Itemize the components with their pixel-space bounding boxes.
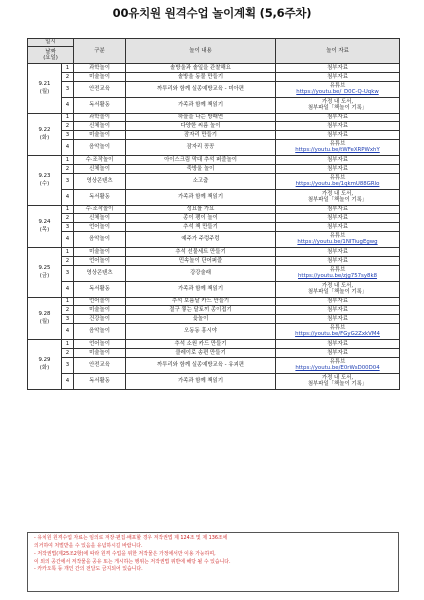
row-content: 잠자리 꽁꽁 [126, 139, 276, 155]
copyright-notice [27, 532, 399, 592]
row-number: 3 [62, 223, 74, 232]
material-text: 첨부파일「책놀이 기록」 [307, 105, 368, 112]
row-content: 추석 소원 카드 만들기 [126, 339, 276, 348]
row-category: 안전교육 [74, 357, 126, 373]
row-number: 2 [62, 164, 74, 173]
material-text: 첨부자료 [327, 223, 348, 230]
material-text: 첨부자료 [327, 114, 348, 121]
material-text: 첨부자료 [327, 131, 348, 138]
table-row [28, 373, 400, 389]
day-weekday: (화) [39, 365, 50, 372]
row-content: 추석 책 만들기 [126, 223, 276, 232]
material-text: 유튜브 [329, 141, 346, 148]
row-number: 2 [62, 72, 74, 81]
table-row [28, 265, 400, 281]
material-text: 유튜브 [329, 82, 346, 89]
day-weekday: (금) [39, 273, 50, 280]
row-category: 음악놀이 [74, 323, 126, 339]
row-number: 1 [62, 64, 74, 73]
table-row [28, 139, 400, 155]
header-day: 날짜 (요일) [28, 47, 74, 64]
table-row [28, 164, 400, 173]
row-category: 과학놀이 [74, 113, 126, 122]
row-material [276, 348, 400, 357]
row-category: 과학놀이 [74, 64, 126, 73]
row-content: 가족과 함께 책읽기 [126, 373, 276, 389]
day-cell [28, 64, 62, 114]
row-number: 3 [62, 357, 74, 373]
row-category: 음악놀이 [74, 139, 126, 155]
row-content: 가족과 함께 책읽기 [126, 189, 276, 205]
day-cell [28, 297, 62, 339]
row-material [276, 223, 400, 232]
row-category: 언어놀이 [74, 223, 126, 232]
row-material [276, 281, 400, 297]
row-number: 2 [62, 214, 74, 223]
material-text: 가정 내 도서, [321, 374, 354, 381]
material-text: 첨부자료 [327, 123, 348, 130]
material-text: 유튜브 [329, 266, 346, 273]
row-category: 음악놀이 [74, 231, 126, 247]
day-weekday: (목) [39, 227, 50, 234]
row-content: 강강술래 [126, 265, 276, 281]
notice-line: 의거하여 처벌받을 수 있음을 유념하시길 바랍니다. [34, 542, 143, 549]
row-material [276, 339, 400, 348]
table-row [28, 72, 400, 81]
material-text: 첨부자료 [327, 257, 348, 264]
row-material [276, 205, 400, 214]
material-text: 첨부자료 [327, 156, 348, 163]
row-material [276, 297, 400, 306]
row-category: 수·조작놀이 [74, 155, 126, 164]
row-content: 아이스크림 막대 추석 퍼즐놀이 [126, 155, 276, 164]
day-date: 9.28 [38, 311, 51, 318]
youtube-link[interactable]: https://youtu.be/_D0C-Q-Uqkw [296, 89, 379, 96]
row-number: 1 [62, 155, 74, 164]
table-row [28, 315, 400, 324]
row-material [276, 113, 400, 122]
row-category: 독서활동 [74, 281, 126, 297]
row-material [276, 81, 400, 97]
material-text: 첨부자료 [327, 64, 348, 71]
material-text: 첨부자료 [327, 165, 348, 172]
material-text: 유튜브 [329, 233, 346, 240]
row-category: 독서활동 [74, 373, 126, 389]
row-category: 안전교육 [74, 81, 126, 97]
table-row [28, 205, 400, 214]
row-content: 윷놀이 [126, 315, 276, 324]
row-content: 민속놀이 단어퍼즐 [126, 256, 276, 265]
row-material [276, 189, 400, 205]
row-number: 3 [62, 315, 74, 324]
row-category: 미술놀이 [74, 131, 126, 140]
row-number: 2 [62, 122, 74, 131]
header-category: 구분 [74, 39, 126, 64]
table-row [28, 122, 400, 131]
row-material [276, 306, 400, 315]
row-material [276, 164, 400, 173]
table-row [28, 223, 400, 232]
row-number: 1 [62, 247, 74, 256]
row-number: 4 [62, 231, 74, 247]
youtube-link[interactable]: https://youtu.be/FGyG2ZxkVM4 [295, 331, 380, 338]
row-material [276, 64, 400, 73]
row-category: 건강놀이 [74, 315, 126, 324]
row-category: 수·조작놀이 [74, 205, 126, 214]
material-text: 첨부자료 [327, 340, 348, 347]
row-content: 솔방울과 솔잎을 관찰해요 [126, 64, 276, 73]
row-number: 4 [62, 323, 74, 339]
row-number: 3 [62, 131, 74, 140]
row-number: 2 [62, 306, 74, 315]
row-material [276, 247, 400, 256]
day-date: 9.25 [38, 265, 51, 272]
day-cell [28, 205, 62, 247]
table-row [28, 247, 400, 256]
row-material [276, 72, 400, 81]
row-category: 독서활동 [74, 189, 126, 205]
row-number: 1 [62, 113, 74, 122]
material-text: 첨부자료 [327, 248, 348, 255]
row-category: 신체놀이 [74, 214, 126, 223]
material-text: 유튜브 [329, 358, 346, 365]
day-date: 9.24 [38, 219, 51, 226]
material-text: 유튜브 [329, 325, 346, 332]
material-text: 첨부파일「책놀이 기록」 [307, 289, 368, 296]
row-number: 4 [62, 139, 74, 155]
material-text: 첨부자료 [327, 315, 348, 322]
page-title: 00유치원 원격수업 놀이계획 (5,6주차) [112, 6, 312, 20]
day-cell [28, 155, 62, 205]
row-material [276, 265, 400, 281]
row-category: 미술놀이 [74, 348, 126, 357]
row-category: 독서활동 [74, 97, 126, 113]
play-plan-table [27, 38, 400, 390]
material-text: 첨부파일「책놀이 기록」 [307, 197, 368, 204]
row-content: 절구 찧는 달토끼 종이접기 [126, 306, 276, 315]
row-content: 죽방울 놀이 [126, 164, 276, 173]
row-number: 4 [62, 373, 74, 389]
youtube-link[interactable]: https://youtu.be/1NITiugEgwg [297, 239, 378, 246]
row-material [276, 357, 400, 373]
table-row [28, 97, 400, 113]
row-content: 까투리와 함께 실종예방교육 - 미아편 [126, 81, 276, 97]
row-material [276, 315, 400, 324]
row-content: 오동동 흥시야 [126, 323, 276, 339]
table-row [28, 64, 400, 73]
table-row [28, 348, 400, 357]
row-number: 1 [62, 205, 74, 214]
day-cell [28, 113, 62, 155]
row-content: 다양한 씨름 놀이 [126, 122, 276, 131]
youtube-link[interactable]: https://youtu.be/tWFeXRPWxhY [295, 147, 380, 154]
table-row [28, 357, 400, 373]
row-number: 2 [62, 256, 74, 265]
row-number: 1 [62, 297, 74, 306]
row-number: 2 [62, 348, 74, 357]
material-text: 첨부자료 [327, 215, 348, 222]
table-row [28, 306, 400, 315]
row-material [276, 97, 400, 113]
row-material [276, 231, 400, 247]
day-weekday: (월) [39, 89, 50, 96]
row-content: 까투리와 함께 실종예방교육 - 유괴편 [126, 357, 276, 373]
day-weekday: (월) [39, 319, 50, 326]
notice-line: 이 외의 공간에서 저작물을 공유 또는 게시하는 행위는 저작권법 위반에 해당 될 수 있습니다. [34, 558, 231, 565]
table-row [28, 81, 400, 97]
row-category: 미술놀이 [74, 306, 126, 315]
row-content: 소고춤 [126, 173, 276, 189]
row-content: 잠자리 만들기 [126, 131, 276, 140]
row-number: 4 [62, 281, 74, 297]
row-content: 솔방울 동물 만들기 [126, 72, 276, 81]
table-row [28, 131, 400, 140]
row-content: 하늘을 나는 방패연 [126, 113, 276, 122]
material-text: 첨부자료 [327, 206, 348, 213]
day-cell [28, 339, 62, 389]
row-number: 3 [62, 173, 74, 189]
table-row [28, 214, 400, 223]
row-category: 영상콘텐츠 [74, 265, 126, 281]
row-material [276, 155, 400, 164]
row-content: 추석 선물세트 만들기 [126, 247, 276, 256]
material-text: 첨부자료 [327, 349, 348, 356]
row-content: 클레이로 송편 만들기 [126, 348, 276, 357]
day-date: 9.22 [38, 127, 51, 134]
day-date: 9.21 [38, 81, 51, 88]
row-content: 성묘를 가요 [126, 205, 276, 214]
row-number: 1 [62, 339, 74, 348]
row-content: 추석 보름달 카드 만들기 [126, 297, 276, 306]
row-material [276, 323, 400, 339]
youtube-link[interactable]: https://youtu.be/1qkmU88GRlo [295, 181, 380, 188]
row-category: 언어놀이 [74, 339, 126, 348]
row-content: 가족과 함께 책읽기 [126, 281, 276, 297]
row-number: 3 [62, 81, 74, 97]
material-text: 유튜브 [329, 174, 346, 181]
table-row [28, 113, 400, 122]
row-material [276, 214, 400, 223]
row-number: 4 [62, 189, 74, 205]
plan-body [28, 64, 400, 390]
material-text: 첨부자료 [327, 73, 348, 80]
table-row [28, 155, 400, 164]
row-category: 언어놀이 [74, 256, 126, 265]
day-date: 9.23 [38, 173, 51, 180]
row-category: 미술놀이 [74, 72, 126, 81]
row-material [276, 131, 400, 140]
row-category: 신체놀이 [74, 122, 126, 131]
row-content: 종이 팽이 놀이 [126, 214, 276, 223]
row-material [276, 139, 400, 155]
table-row [28, 339, 400, 348]
material-text: 가정 내 도서, [321, 190, 354, 197]
row-material [276, 122, 400, 131]
youtube-link[interactable]: https://youtu.be/zjg757sy8k8 [297, 273, 378, 280]
day-cell [28, 247, 62, 297]
notice-line: - 유치원 원격수업 자료는 임의로 저장·편집·배포할 경우 저작권법 제 124조 및 제 136조에 [34, 535, 228, 541]
table-row [28, 189, 400, 205]
row-category: 영상콘텐츠 [74, 173, 126, 189]
header-date: 일시 [28, 39, 74, 47]
material-text: 첨부자료 [327, 307, 348, 314]
row-material [276, 256, 400, 265]
youtube-link[interactable]: https://youtu.be/E0rWsD00D04 [295, 365, 380, 372]
row-category: 신체놀이 [74, 164, 126, 173]
row-category: 언어놀이 [74, 297, 126, 306]
day-date: 9.29 [38, 357, 51, 364]
notice-line: - 저작권법(제25조2항)에 따라 원격 수업을 위한 저작물은 가정에서만 이용 가능하며, [34, 550, 216, 557]
notice-line: - 카카오톡 등 개인 간의 전달도 금지되어 있습니다. [34, 566, 143, 573]
day-weekday: (화) [39, 135, 50, 142]
material-text: 가정 내 도서, [321, 282, 354, 289]
table-row [28, 256, 400, 265]
row-category: 미술놀이 [74, 247, 126, 256]
row-number: 4 [62, 97, 74, 113]
material-text: 가정 내 도서, [321, 98, 354, 105]
row-number: 3 [62, 265, 74, 281]
day-weekday: (수) [39, 181, 50, 188]
table-row [28, 173, 400, 189]
header-material: 놀이 자료 [276, 39, 400, 64]
row-material [276, 373, 400, 389]
row-material [276, 173, 400, 189]
row-content: 가족과 함께 책읽기 [126, 97, 276, 113]
material-text: 첨부파일「책놀이 기록」 [307, 381, 368, 388]
table-row [28, 323, 400, 339]
material-text: 첨부자료 [327, 298, 348, 305]
table-row [28, 281, 400, 297]
table-row [28, 297, 400, 306]
row-content: 예주가 주렁주렁 [126, 231, 276, 247]
table-row [28, 231, 400, 247]
header-content: 놀이 내용 [126, 39, 276, 64]
